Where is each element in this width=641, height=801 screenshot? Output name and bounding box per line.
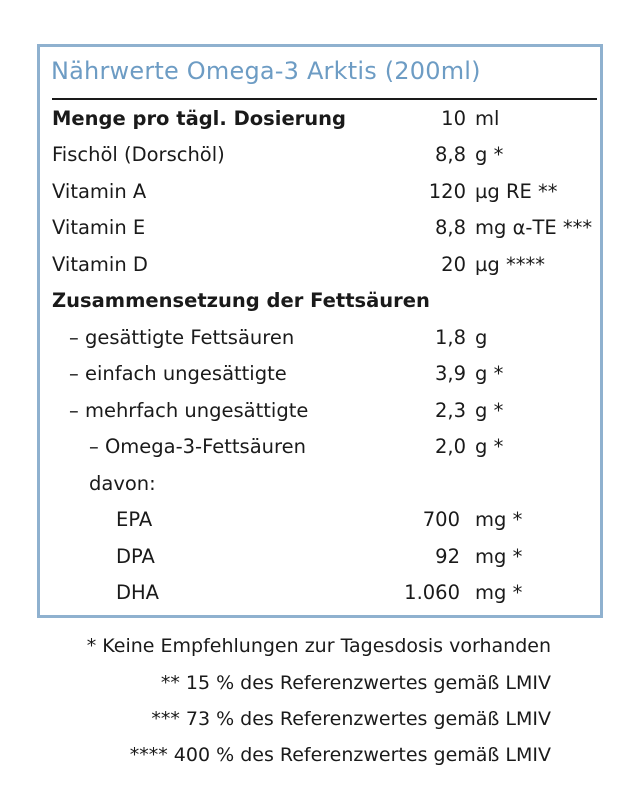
- row-unit: g *: [475, 362, 504, 385]
- row-unit: mg *: [475, 581, 523, 604]
- table-row: [40, 138, 600, 172]
- row-label: – Omega-3-Fettsäuren: [89, 435, 306, 458]
- row-unit: g *: [475, 399, 504, 422]
- row-value: 120: [428, 180, 466, 203]
- row-label: EPA: [116, 508, 153, 531]
- nutrition-table: [37, 44, 603, 618]
- table-row: [40, 467, 600, 501]
- table-row: [40, 540, 600, 574]
- row-value: 2,0: [434, 435, 466, 458]
- footnote: **** 400 % des Referenzwertes gemäß LMIV: [129, 744, 551, 766]
- row-label: – gesättigte Fettsäuren: [69, 326, 295, 349]
- table-row: [40, 503, 600, 537]
- row-label: Zusammensetzung der Fettsäuren: [52, 289, 430, 312]
- row-label: DPA: [116, 545, 155, 568]
- row-value: 20: [441, 253, 466, 276]
- footnote: *** 73 % des Referenzwertes gemäß LMIV: [151, 708, 551, 730]
- row-label: DHA: [116, 581, 160, 604]
- row-unit: mg α-TE ***: [475, 216, 593, 239]
- row-value: 1,8: [434, 326, 466, 349]
- row-label: – einfach ungesättigte: [69, 362, 287, 385]
- header-rule: [52, 98, 597, 100]
- row-value: 3,9: [434, 362, 466, 385]
- table-row: [40, 211, 600, 245]
- row-value: 1.060: [404, 581, 460, 604]
- row-unit: ml: [475, 107, 500, 130]
- row-unit: µg RE **: [475, 180, 558, 203]
- row-label: Vitamin E: [52, 216, 146, 239]
- row-label: Vitamin A: [52, 180, 147, 203]
- row-unit: g *: [475, 435, 504, 458]
- table-row: [40, 576, 600, 610]
- row-value: 92: [435, 545, 460, 568]
- table-row: [40, 248, 600, 282]
- table-row: [40, 394, 600, 428]
- section-heading: [40, 284, 600, 318]
- row-unit: g *: [475, 143, 504, 166]
- row-label: – mehrfach ungesättigte: [69, 399, 309, 422]
- row-label: Fischöl (Dorschöl): [52, 143, 225, 166]
- table-row: [40, 102, 600, 136]
- row-label: davon:: [89, 472, 156, 495]
- row-value: 8,8: [434, 143, 466, 166]
- row-value: 10: [441, 107, 466, 130]
- row-unit: µg ****: [475, 253, 545, 276]
- row-value: 8,8: [434, 216, 466, 239]
- row-label: Vitamin D: [52, 253, 148, 276]
- row-unit: g: [475, 326, 488, 349]
- table-row: [40, 357, 600, 391]
- table-row: [40, 175, 600, 209]
- row-value: 2,3: [434, 399, 466, 422]
- row-label: Menge pro tägl. Dosierung: [52, 107, 347, 130]
- table-row: [40, 321, 600, 355]
- footnote: ** 15 % des Referenzwertes gemäß LMIV: [160, 672, 551, 694]
- row-unit: mg *: [475, 545, 523, 568]
- table-title: Nährwerte Omega-3 Arktis (200ml): [51, 57, 481, 85]
- row-value: 700: [422, 508, 460, 531]
- footnote: * Keine Empfehlungen zur Tagesdosis vorhanden: [86, 635, 551, 657]
- row-unit: mg *: [475, 508, 523, 531]
- table-row: [40, 430, 600, 464]
